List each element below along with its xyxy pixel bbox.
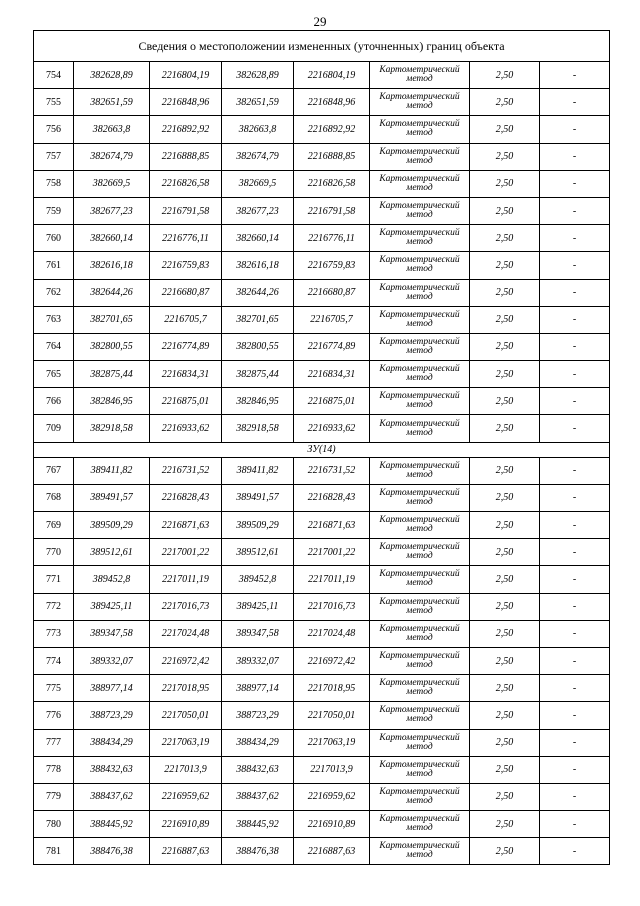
y-refined-cell: 2217013,9	[294, 756, 370, 783]
method-cell: Картометрический метод	[370, 252, 470, 279]
y-refined-cell: 2216875,01	[294, 388, 370, 415]
point-number-cell: 780	[34, 811, 74, 838]
accuracy-cell: 2,50	[470, 116, 540, 143]
x-refined-cell: 389411,82	[222, 457, 294, 484]
method-cell: Картометрический метод	[370, 89, 470, 116]
accuracy-cell: 2,50	[470, 702, 540, 729]
y-existing-cell: 2216959,62	[150, 783, 222, 810]
accuracy-cell: 2,50	[470, 675, 540, 702]
x-refined-cell: 382701,65	[222, 306, 294, 333]
x-refined-cell: 382846,95	[222, 388, 294, 415]
y-refined-cell: 2216910,89	[294, 811, 370, 838]
point-number-cell: 768	[34, 484, 74, 511]
method-cell: Картометрический метод	[370, 388, 470, 415]
y-refined-cell: 2216759,83	[294, 252, 370, 279]
x-existing-cell: 382875,44	[74, 361, 150, 388]
method-cell: Картометрический метод	[370, 756, 470, 783]
table-row	[34, 457, 610, 484]
table-row	[34, 539, 610, 566]
note-cell: -	[540, 415, 610, 442]
x-existing-cell: 388445,92	[74, 811, 150, 838]
point-number-cell: 781	[34, 838, 74, 865]
x-existing-cell: 382701,65	[74, 306, 150, 333]
x-refined-cell: 388434,29	[222, 729, 294, 756]
y-refined-cell: 2216776,11	[294, 225, 370, 252]
table-row	[34, 702, 610, 729]
y-refined-cell: 2217016,73	[294, 593, 370, 620]
y-existing-cell: 2217001,22	[150, 539, 222, 566]
x-refined-cell: 382918,58	[222, 415, 294, 442]
table-row	[34, 89, 610, 116]
x-refined-cell: 382800,55	[222, 333, 294, 360]
point-number-cell: 773	[34, 620, 74, 647]
point-number-cell: 771	[34, 566, 74, 593]
note-cell: -	[540, 116, 610, 143]
note-cell: -	[540, 512, 610, 539]
y-existing-cell: 2216759,83	[150, 252, 222, 279]
table-row	[34, 116, 610, 143]
method-cell: Картометрический метод	[370, 143, 470, 170]
table-row	[34, 361, 610, 388]
method-cell: Картометрический метод	[370, 620, 470, 647]
note-cell: -	[540, 539, 610, 566]
table-row	[34, 783, 610, 810]
x-refined-cell: 388476,38	[222, 838, 294, 865]
point-number-cell: 756	[34, 116, 74, 143]
point-number-cell: 762	[34, 279, 74, 306]
note-cell: -	[540, 225, 610, 252]
x-refined-cell: 388432,63	[222, 756, 294, 783]
method-cell: Картометрический метод	[370, 729, 470, 756]
point-number-cell: 775	[34, 675, 74, 702]
y-existing-cell: 2216834,31	[150, 361, 222, 388]
y-refined-cell: 2216705,7	[294, 306, 370, 333]
x-existing-cell: 389425,11	[74, 593, 150, 620]
y-refined-cell: 2216804,19	[294, 62, 370, 89]
table-row	[34, 484, 610, 511]
table-row	[34, 143, 610, 170]
point-number-cell: 760	[34, 225, 74, 252]
y-refined-cell: 2216731,52	[294, 457, 370, 484]
x-existing-cell: 382663,8	[74, 116, 150, 143]
accuracy-cell: 2,50	[470, 729, 540, 756]
table-row	[34, 756, 610, 783]
table-title: Сведения о местоположении измененных (уточненных) границ объекта	[34, 31, 610, 62]
y-refined-cell: 2216680,87	[294, 279, 370, 306]
y-existing-cell: 2216933,62	[150, 415, 222, 442]
y-existing-cell: 2217011,19	[150, 566, 222, 593]
point-number-cell: 764	[34, 333, 74, 360]
point-number-cell: 777	[34, 729, 74, 756]
coordinates-table-body	[34, 31, 610, 865]
table-row	[34, 197, 610, 224]
method-cell: Картометрический метод	[370, 783, 470, 810]
method-cell: Картометрический метод	[370, 593, 470, 620]
note-cell: -	[540, 457, 610, 484]
y-existing-cell: 2216705,7	[150, 306, 222, 333]
accuracy-cell: 2,50	[470, 539, 540, 566]
accuracy-cell: 2,50	[470, 512, 540, 539]
x-refined-cell: 389332,07	[222, 647, 294, 674]
y-existing-cell: 2216804,19	[150, 62, 222, 89]
note-cell: -	[540, 620, 610, 647]
accuracy-cell: 2,50	[470, 306, 540, 333]
accuracy-cell: 2,50	[470, 279, 540, 306]
method-cell: Картометрический метод	[370, 197, 470, 224]
method-cell: Картометрический метод	[370, 457, 470, 484]
x-existing-cell: 382669,5	[74, 170, 150, 197]
note-cell: -	[540, 388, 610, 415]
section-row	[34, 442, 610, 457]
x-existing-cell: 388476,38	[74, 838, 150, 865]
point-number-cell: 765	[34, 361, 74, 388]
point-number-cell: 766	[34, 388, 74, 415]
y-existing-cell: 2216848,96	[150, 89, 222, 116]
method-cell: Картометрический метод	[370, 170, 470, 197]
note-cell: -	[540, 62, 610, 89]
y-refined-cell: 2216887,63	[294, 838, 370, 865]
x-refined-cell: 388723,29	[222, 702, 294, 729]
accuracy-cell: 2,50	[470, 197, 540, 224]
x-existing-cell: 388723,29	[74, 702, 150, 729]
x-existing-cell: 382616,18	[74, 252, 150, 279]
y-existing-cell: 2216875,01	[150, 388, 222, 415]
method-cell: Картометрический метод	[370, 811, 470, 838]
y-existing-cell: 2217018,95	[150, 675, 222, 702]
x-existing-cell: 388434,29	[74, 729, 150, 756]
y-existing-cell: 2216892,92	[150, 116, 222, 143]
y-existing-cell: 2216887,63	[150, 838, 222, 865]
note-cell: -	[540, 593, 610, 620]
note-cell: -	[540, 756, 610, 783]
table-title-row	[34, 31, 610, 62]
accuracy-cell: 2,50	[470, 89, 540, 116]
point-number-cell: 709	[34, 415, 74, 442]
x-refined-cell: 382660,14	[222, 225, 294, 252]
y-existing-cell: 2216776,11	[150, 225, 222, 252]
table-row	[34, 333, 610, 360]
method-cell: Картометрический метод	[370, 702, 470, 729]
x-refined-cell: 382651,59	[222, 89, 294, 116]
y-refined-cell: 2216791,58	[294, 197, 370, 224]
y-refined-cell: 2216959,62	[294, 783, 370, 810]
x-refined-cell: 382669,5	[222, 170, 294, 197]
x-refined-cell: 388445,92	[222, 811, 294, 838]
note-cell: -	[540, 838, 610, 865]
table-row	[34, 62, 610, 89]
accuracy-cell: 2,50	[470, 170, 540, 197]
x-existing-cell: 382674,79	[74, 143, 150, 170]
table-row	[34, 306, 610, 333]
point-number-cell: 758	[34, 170, 74, 197]
y-existing-cell: 2216774,89	[150, 333, 222, 360]
x-existing-cell: 382800,55	[74, 333, 150, 360]
accuracy-cell: 2,50	[470, 143, 540, 170]
note-cell: -	[540, 279, 610, 306]
x-refined-cell: 382677,23	[222, 197, 294, 224]
table-row	[34, 512, 610, 539]
x-existing-cell: 389512,61	[74, 539, 150, 566]
method-cell: Картометрический метод	[370, 333, 470, 360]
accuracy-cell: 2,50	[470, 361, 540, 388]
y-refined-cell: 2216871,63	[294, 512, 370, 539]
accuracy-cell: 2,50	[470, 457, 540, 484]
method-cell: Картометрический метод	[370, 306, 470, 333]
y-existing-cell: 2216871,63	[150, 512, 222, 539]
x-refined-cell: 382644,26	[222, 279, 294, 306]
point-number-cell: 770	[34, 539, 74, 566]
y-existing-cell: 2216910,89	[150, 811, 222, 838]
y-existing-cell: 2216826,58	[150, 170, 222, 197]
method-cell: Картометрический метод	[370, 647, 470, 674]
x-refined-cell: 382674,79	[222, 143, 294, 170]
x-refined-cell: 389491,57	[222, 484, 294, 511]
x-existing-cell: 382651,59	[74, 89, 150, 116]
y-existing-cell: 2216828,43	[150, 484, 222, 511]
method-cell: Картометрический метод	[370, 484, 470, 511]
x-existing-cell: 382628,89	[74, 62, 150, 89]
note-cell: -	[540, 333, 610, 360]
x-existing-cell: 382644,26	[74, 279, 150, 306]
y-existing-cell: 2216888,85	[150, 143, 222, 170]
y-refined-cell: 2217018,95	[294, 675, 370, 702]
table-row	[34, 566, 610, 593]
method-cell: Картометрический метод	[370, 539, 470, 566]
method-cell: Картометрический метод	[370, 116, 470, 143]
method-cell: Картометрический метод	[370, 838, 470, 865]
x-existing-cell: 382660,14	[74, 225, 150, 252]
y-refined-cell: 2216774,89	[294, 333, 370, 360]
accuracy-cell: 2,50	[470, 647, 540, 674]
point-number-cell: 769	[34, 512, 74, 539]
point-number-cell: 757	[34, 143, 74, 170]
y-refined-cell: 2217011,19	[294, 566, 370, 593]
y-existing-cell: 2217024,48	[150, 620, 222, 647]
accuracy-cell: 2,50	[470, 333, 540, 360]
x-existing-cell: 389332,07	[74, 647, 150, 674]
x-refined-cell: 389509,29	[222, 512, 294, 539]
method-cell: Картометрический метод	[370, 279, 470, 306]
method-cell: Картометрический метод	[370, 675, 470, 702]
note-cell: -	[540, 811, 610, 838]
point-number-cell: 755	[34, 89, 74, 116]
x-refined-cell: 382616,18	[222, 252, 294, 279]
x-existing-cell: 389509,29	[74, 512, 150, 539]
point-number-cell: 754	[34, 62, 74, 89]
method-cell: Картометрический метод	[370, 62, 470, 89]
accuracy-cell: 2,50	[470, 593, 540, 620]
y-refined-cell: 2217050,01	[294, 702, 370, 729]
x-refined-cell: 388437,62	[222, 783, 294, 810]
method-cell: Картометрический метод	[370, 225, 470, 252]
table-row	[34, 811, 610, 838]
x-refined-cell: 388977,14	[222, 675, 294, 702]
point-number-cell: 763	[34, 306, 74, 333]
x-existing-cell: 389452,8	[74, 566, 150, 593]
note-cell: -	[540, 170, 610, 197]
accuracy-cell: 2,50	[470, 388, 540, 415]
x-existing-cell: 388432,63	[74, 756, 150, 783]
point-number-cell: 778	[34, 756, 74, 783]
x-refined-cell: 382875,44	[222, 361, 294, 388]
point-number-cell: 761	[34, 252, 74, 279]
note-cell: -	[540, 252, 610, 279]
y-existing-cell: 2217016,73	[150, 593, 222, 620]
x-existing-cell: 382677,23	[74, 197, 150, 224]
table-row	[34, 252, 610, 279]
table-row	[34, 388, 610, 415]
method-cell: Картометрический метод	[370, 361, 470, 388]
y-refined-cell: 2216828,43	[294, 484, 370, 511]
y-refined-cell: 2216892,92	[294, 116, 370, 143]
x-existing-cell: 382846,95	[74, 388, 150, 415]
note-cell: -	[540, 143, 610, 170]
accuracy-cell: 2,50	[470, 811, 540, 838]
note-cell: -	[540, 484, 610, 511]
note-cell: -	[540, 197, 610, 224]
point-number-cell: 772	[34, 593, 74, 620]
table-row	[34, 279, 610, 306]
table-row	[34, 838, 610, 865]
accuracy-cell: 2,50	[470, 62, 540, 89]
y-refined-cell: 2216834,31	[294, 361, 370, 388]
table-row	[34, 225, 610, 252]
y-refined-cell: 2216933,62	[294, 415, 370, 442]
y-refined-cell: 2216972,42	[294, 647, 370, 674]
section-label: ЗУ(14)	[34, 442, 610, 457]
note-cell: -	[540, 783, 610, 810]
y-refined-cell: 2216848,96	[294, 89, 370, 116]
note-cell: -	[540, 702, 610, 729]
x-refined-cell: 382628,89	[222, 62, 294, 89]
method-cell: Картометрический метод	[370, 415, 470, 442]
y-existing-cell: 2216791,58	[150, 197, 222, 224]
note-cell: -	[540, 675, 610, 702]
x-existing-cell: 382918,58	[74, 415, 150, 442]
table-row	[34, 415, 610, 442]
note-cell: -	[540, 729, 610, 756]
x-refined-cell: 382663,8	[222, 116, 294, 143]
x-existing-cell: 389491,57	[74, 484, 150, 511]
point-number-cell: 779	[34, 783, 74, 810]
coordinates-table	[33, 30, 610, 865]
method-cell: Картометрический метод	[370, 566, 470, 593]
accuracy-cell: 2,50	[470, 252, 540, 279]
note-cell: -	[540, 566, 610, 593]
x-existing-cell: 388977,14	[74, 675, 150, 702]
table-row	[34, 620, 610, 647]
y-existing-cell: 2217063,19	[150, 729, 222, 756]
y-refined-cell: 2217063,19	[294, 729, 370, 756]
x-existing-cell: 388437,62	[74, 783, 150, 810]
point-number-cell: 776	[34, 702, 74, 729]
x-existing-cell: 389347,58	[74, 620, 150, 647]
table-row	[34, 729, 610, 756]
y-existing-cell: 2216972,42	[150, 647, 222, 674]
note-cell: -	[540, 306, 610, 333]
y-refined-cell: 2216888,85	[294, 143, 370, 170]
note-cell: -	[540, 361, 610, 388]
point-number-cell: 767	[34, 457, 74, 484]
x-existing-cell: 389411,82	[74, 457, 150, 484]
accuracy-cell: 2,50	[470, 756, 540, 783]
y-existing-cell: 2216731,52	[150, 457, 222, 484]
y-refined-cell: 2216826,58	[294, 170, 370, 197]
note-cell: -	[540, 647, 610, 674]
x-refined-cell: 389512,61	[222, 539, 294, 566]
y-existing-cell: 2217013,9	[150, 756, 222, 783]
accuracy-cell: 2,50	[470, 620, 540, 647]
accuracy-cell: 2,50	[470, 484, 540, 511]
accuracy-cell: 2,50	[470, 566, 540, 593]
table-row	[34, 675, 610, 702]
accuracy-cell: 2,50	[470, 838, 540, 865]
x-refined-cell: 389425,11	[222, 593, 294, 620]
accuracy-cell: 2,50	[470, 415, 540, 442]
accuracy-cell: 2,50	[470, 225, 540, 252]
x-refined-cell: 389452,8	[222, 566, 294, 593]
table-row	[34, 170, 610, 197]
page-number: 29	[313, 14, 327, 29]
table-row	[34, 647, 610, 674]
x-refined-cell: 389347,58	[222, 620, 294, 647]
method-cell: Картометрический метод	[370, 512, 470, 539]
y-existing-cell: 2216680,87	[150, 279, 222, 306]
y-refined-cell: 2217024,48	[294, 620, 370, 647]
point-number-cell: 774	[34, 647, 74, 674]
note-cell: -	[540, 89, 610, 116]
table-row	[34, 593, 610, 620]
point-number-cell: 759	[34, 197, 74, 224]
accuracy-cell: 2,50	[470, 783, 540, 810]
y-existing-cell: 2217050,01	[150, 702, 222, 729]
y-refined-cell: 2217001,22	[294, 539, 370, 566]
